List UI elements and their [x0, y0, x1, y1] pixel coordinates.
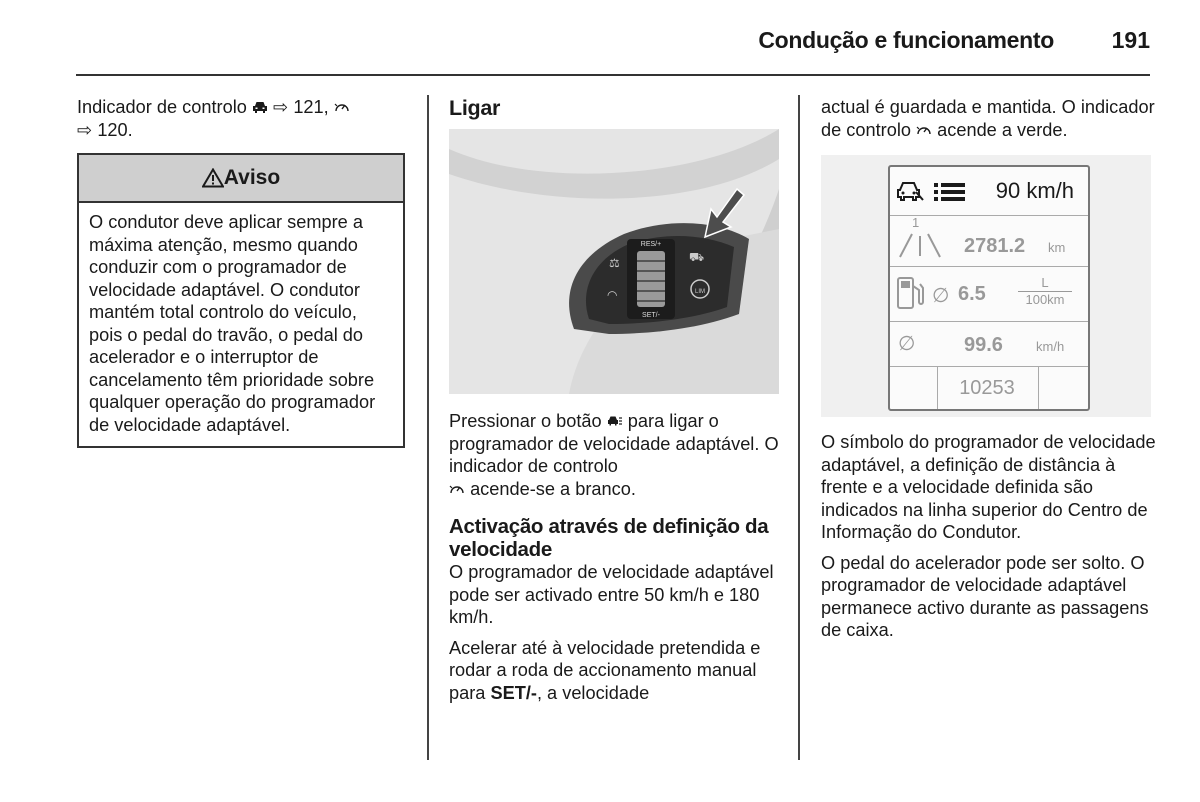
turn-on-text-b: para ligar o programador de velocidade adaptável. O indicador de controlo	[449, 411, 779, 476]
cruise-car-icon	[896, 178, 926, 204]
stored-speed-text-b: acende a verde.	[937, 119, 1068, 140]
column-divider-1	[427, 95, 429, 760]
vehicle-ahead-icon	[252, 100, 268, 114]
average-speed-unit: km/h	[1036, 339, 1065, 354]
average-speed-value: 99.6	[964, 334, 1003, 356]
warning-box	[77, 153, 405, 448]
warning-text: O condutor deve aplicar sempre a máxima atenção, mesmo quando conduzir com o programador de velocidade adaptável. O condutor mantém total controlo do veículo, pois o pedal do travão, o pedal do acelerador e o interruptor de cancelamento têm prioridade sobre qualquer operação do programador de velocidade adaptável.	[89, 212, 376, 435]
accelerate-paragraph	[449, 637, 781, 705]
dic-row-fuel	[890, 267, 1088, 322]
dic-row-avg-speed	[890, 322, 1088, 367]
trip-road-icon	[898, 230, 942, 258]
warning-title: Aviso	[223, 166, 281, 189]
svg-text:⚖: ⚖	[609, 256, 620, 270]
page-number: 191	[1111, 27, 1150, 53]
trip-value: 2781.2	[964, 235, 1026, 257]
dic-row-odometer	[890, 367, 1088, 409]
adaptive-cruise-speedo-icon	[449, 482, 465, 496]
accelerate-text-a: Acelerar até à velocidade pretendida e rodar a roda de accionamento manual para	[449, 637, 761, 703]
turn-on-paragraph	[449, 410, 781, 500]
stored-speed-text-a: actual é guardada e mantida. O indicador de controlo	[821, 97, 1155, 140]
dic-row-trip	[890, 216, 1088, 267]
column-divider-2	[798, 95, 800, 760]
svg-text:⛟: ⛟	[689, 250, 705, 264]
warning-triangle-icon	[202, 168, 224, 188]
accelerate-text-c: , a velocidade	[536, 682, 650, 703]
dic-row-cruise	[890, 167, 1088, 216]
page-ref-121: 121,	[293, 97, 329, 117]
lim-label: LIM	[694, 289, 706, 295]
driver-information-centre-illustration	[821, 155, 1151, 417]
svg-text:◠: ◠	[607, 288, 618, 302]
steering-wheel-illustration	[449, 129, 779, 394]
turn-on-text-a: Pressionar o botão	[449, 411, 602, 431]
average-symbol-icon: ∅	[898, 333, 916, 355]
activation-range-paragraph: O programador de velocidade adaptável pode ser activado entre 50 km/h e 180 km/h.	[449, 562, 774, 627]
fuel-pump-icon	[896, 276, 928, 310]
odometer-value: 10253	[959, 377, 1015, 399]
column-middle	[449, 96, 781, 704]
adaptive-cruise-speedo-icon	[916, 123, 932, 137]
warning-header	[79, 155, 403, 203]
page-ref-120: 120.	[97, 119, 133, 140]
following-distance-icon	[934, 181, 966, 203]
res-label: RES/+	[640, 241, 662, 248]
section-heading-ligar: Ligar	[449, 96, 501, 120]
set-minus-label: SET/-	[490, 682, 537, 703]
dic-description-paragraph: O símbolo do programador de velocidade adaptável, a definição de distância à frente e a velocidade definida são indicados na linha superior do Centro de Informação do Condutor.	[821, 432, 1156, 542]
page-ref-arrow-icon: ⇨	[273, 97, 289, 117]
control-indicator-paragraph	[77, 96, 407, 141]
page-ref-arrow-icon: ⇨	[77, 119, 93, 140]
turn-on-text-c: acende-se a branco.	[470, 478, 636, 499]
trip-unit: km	[1048, 240, 1066, 255]
fuel-consumption-value: 6.5	[958, 283, 986, 305]
column-left	[77, 96, 407, 448]
steering-wheel-drawing	[449, 129, 779, 394]
section-heading-activation: Activação através de definição da velocidade	[449, 515, 769, 561]
driver-information-display	[888, 165, 1090, 411]
set-speed-value: 90 km/h	[995, 178, 1074, 203]
adaptive-cruise-speedo-icon	[334, 100, 350, 114]
intro-text: Indicador de controlo	[77, 97, 247, 117]
column-right	[821, 96, 1156, 642]
set-label: SET/-	[642, 312, 660, 319]
stored-speed-paragraph	[821, 96, 1156, 141]
running-header-title: Condução e funcionamento	[758, 27, 1054, 53]
average-symbol-icon: ∅	[932, 285, 950, 307]
trip-number: 1	[912, 215, 920, 230]
adaptive-cruise-button-icon	[607, 414, 623, 428]
header-rule	[76, 74, 1150, 76]
fuel-unit-bottom: 100km	[1025, 292, 1065, 307]
gearshift-paragraph: O pedal do acelerador pode ser solto. O programador de velocidade adaptável permanece activo durante as passagens de caixa.	[821, 552, 1149, 640]
fuel-unit	[1018, 275, 1072, 307]
fuel-unit-top: L	[1018, 275, 1072, 292]
